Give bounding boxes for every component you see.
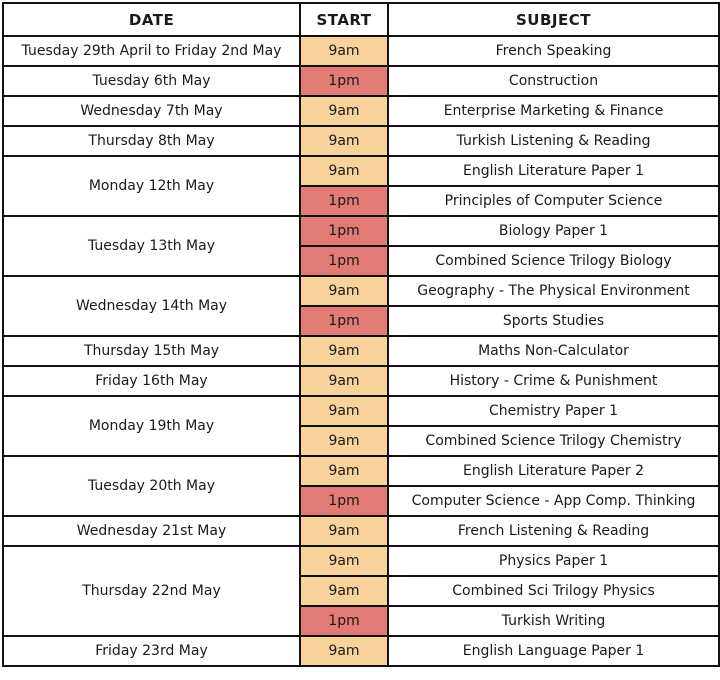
start-time: 1pm xyxy=(300,186,388,216)
table-row xyxy=(3,456,719,486)
start-time: 9am xyxy=(300,516,388,546)
exam-subject: Biology Paper 1 xyxy=(388,216,719,246)
table-row xyxy=(3,336,719,366)
exam-date: Tuesday 13th May xyxy=(3,216,300,276)
start-time: 9am xyxy=(300,456,388,486)
start-time: 9am xyxy=(300,576,388,606)
subject-column-header: SUBJECT xyxy=(388,3,719,36)
start-time: 9am xyxy=(300,126,388,156)
table-row xyxy=(3,546,719,576)
exam-subject: Geography - The Physical Environment xyxy=(388,276,719,306)
start-time: 1pm xyxy=(300,246,388,276)
exam-date: Wednesday 7th May xyxy=(3,96,300,126)
table-row xyxy=(3,156,719,186)
table-row xyxy=(3,96,719,126)
date-column-header: DATE xyxy=(3,3,300,36)
start-time: 9am xyxy=(300,336,388,366)
exam-subject: Enterprise Marketing & Finance xyxy=(388,96,719,126)
exam-subject: French Listening & Reading xyxy=(388,516,719,546)
start-time: 9am xyxy=(300,636,388,666)
exam-subject: Combined Science Trilogy Biology xyxy=(388,246,719,276)
start-time: 9am xyxy=(300,546,388,576)
exam-subject: Turkish Listening & Reading xyxy=(388,126,719,156)
start-time: 9am xyxy=(300,276,388,306)
exam-subject: Computer Science - App Comp. Thinking xyxy=(388,486,719,516)
start-time: 1pm xyxy=(300,306,388,336)
start-time: 9am xyxy=(300,366,388,396)
exam-subject: Combined Sci Trilogy Physics xyxy=(388,576,719,606)
header-row xyxy=(3,3,719,36)
start-time: 9am xyxy=(300,96,388,126)
exam-date: Thursday 15th May xyxy=(3,336,300,366)
start-time: 9am xyxy=(300,426,388,456)
exam-date: Monday 12th May xyxy=(3,156,300,216)
table-row xyxy=(3,366,719,396)
exam-subject: Sports Studies xyxy=(388,306,719,336)
start-time: 9am xyxy=(300,396,388,426)
exam-subject: Principles of Computer Science xyxy=(388,186,719,216)
table-row xyxy=(3,36,719,66)
start-time: 1pm xyxy=(300,486,388,516)
exam-date: Tuesday 29th April to Friday 2nd May xyxy=(3,36,300,66)
exam-date: Friday 23rd May xyxy=(3,636,300,666)
start-time: 9am xyxy=(300,156,388,186)
table-row xyxy=(3,396,719,426)
exam-subject: Combined Science Trilogy Chemistry xyxy=(388,426,719,456)
start-time: 1pm xyxy=(300,66,388,96)
exam-timetable xyxy=(2,2,720,667)
start-time: 1pm xyxy=(300,216,388,246)
exam-date: Wednesday 14th May xyxy=(3,276,300,336)
exam-subject: English Language Paper 1 xyxy=(388,636,719,666)
exam-date: Tuesday 6th May xyxy=(3,66,300,96)
exam-subject: History - Crime & Punishment xyxy=(388,366,719,396)
exam-subject: Turkish Writing xyxy=(388,606,719,636)
timetable-body xyxy=(3,36,719,666)
table-row xyxy=(3,66,719,96)
table-row xyxy=(3,126,719,156)
exam-date: Tuesday 20th May xyxy=(3,456,300,516)
exam-subject: English Literature Paper 1 xyxy=(388,156,719,186)
table-row xyxy=(3,276,719,306)
exam-date: Monday 19th May xyxy=(3,396,300,456)
exam-subject: Construction xyxy=(388,66,719,96)
exam-date: Thursday 22nd May xyxy=(3,546,300,636)
start-time: 1pm xyxy=(300,606,388,636)
exam-date: Friday 16th May xyxy=(3,366,300,396)
start-column-header: START xyxy=(300,3,388,36)
exam-date: Thursday 8th May xyxy=(3,126,300,156)
exam-subject: Chemistry Paper 1 xyxy=(388,396,719,426)
table-row xyxy=(3,216,719,246)
exam-subject: French Speaking xyxy=(388,36,719,66)
table-row xyxy=(3,516,719,546)
start-time: 9am xyxy=(300,36,388,66)
exam-date: Wednesday 21st May xyxy=(3,516,300,546)
exam-subject: Physics Paper 1 xyxy=(388,546,719,576)
exam-subject: Maths Non-Calculator xyxy=(388,336,719,366)
exam-subject: English Literature Paper 2 xyxy=(388,456,719,486)
table-row xyxy=(3,636,719,666)
